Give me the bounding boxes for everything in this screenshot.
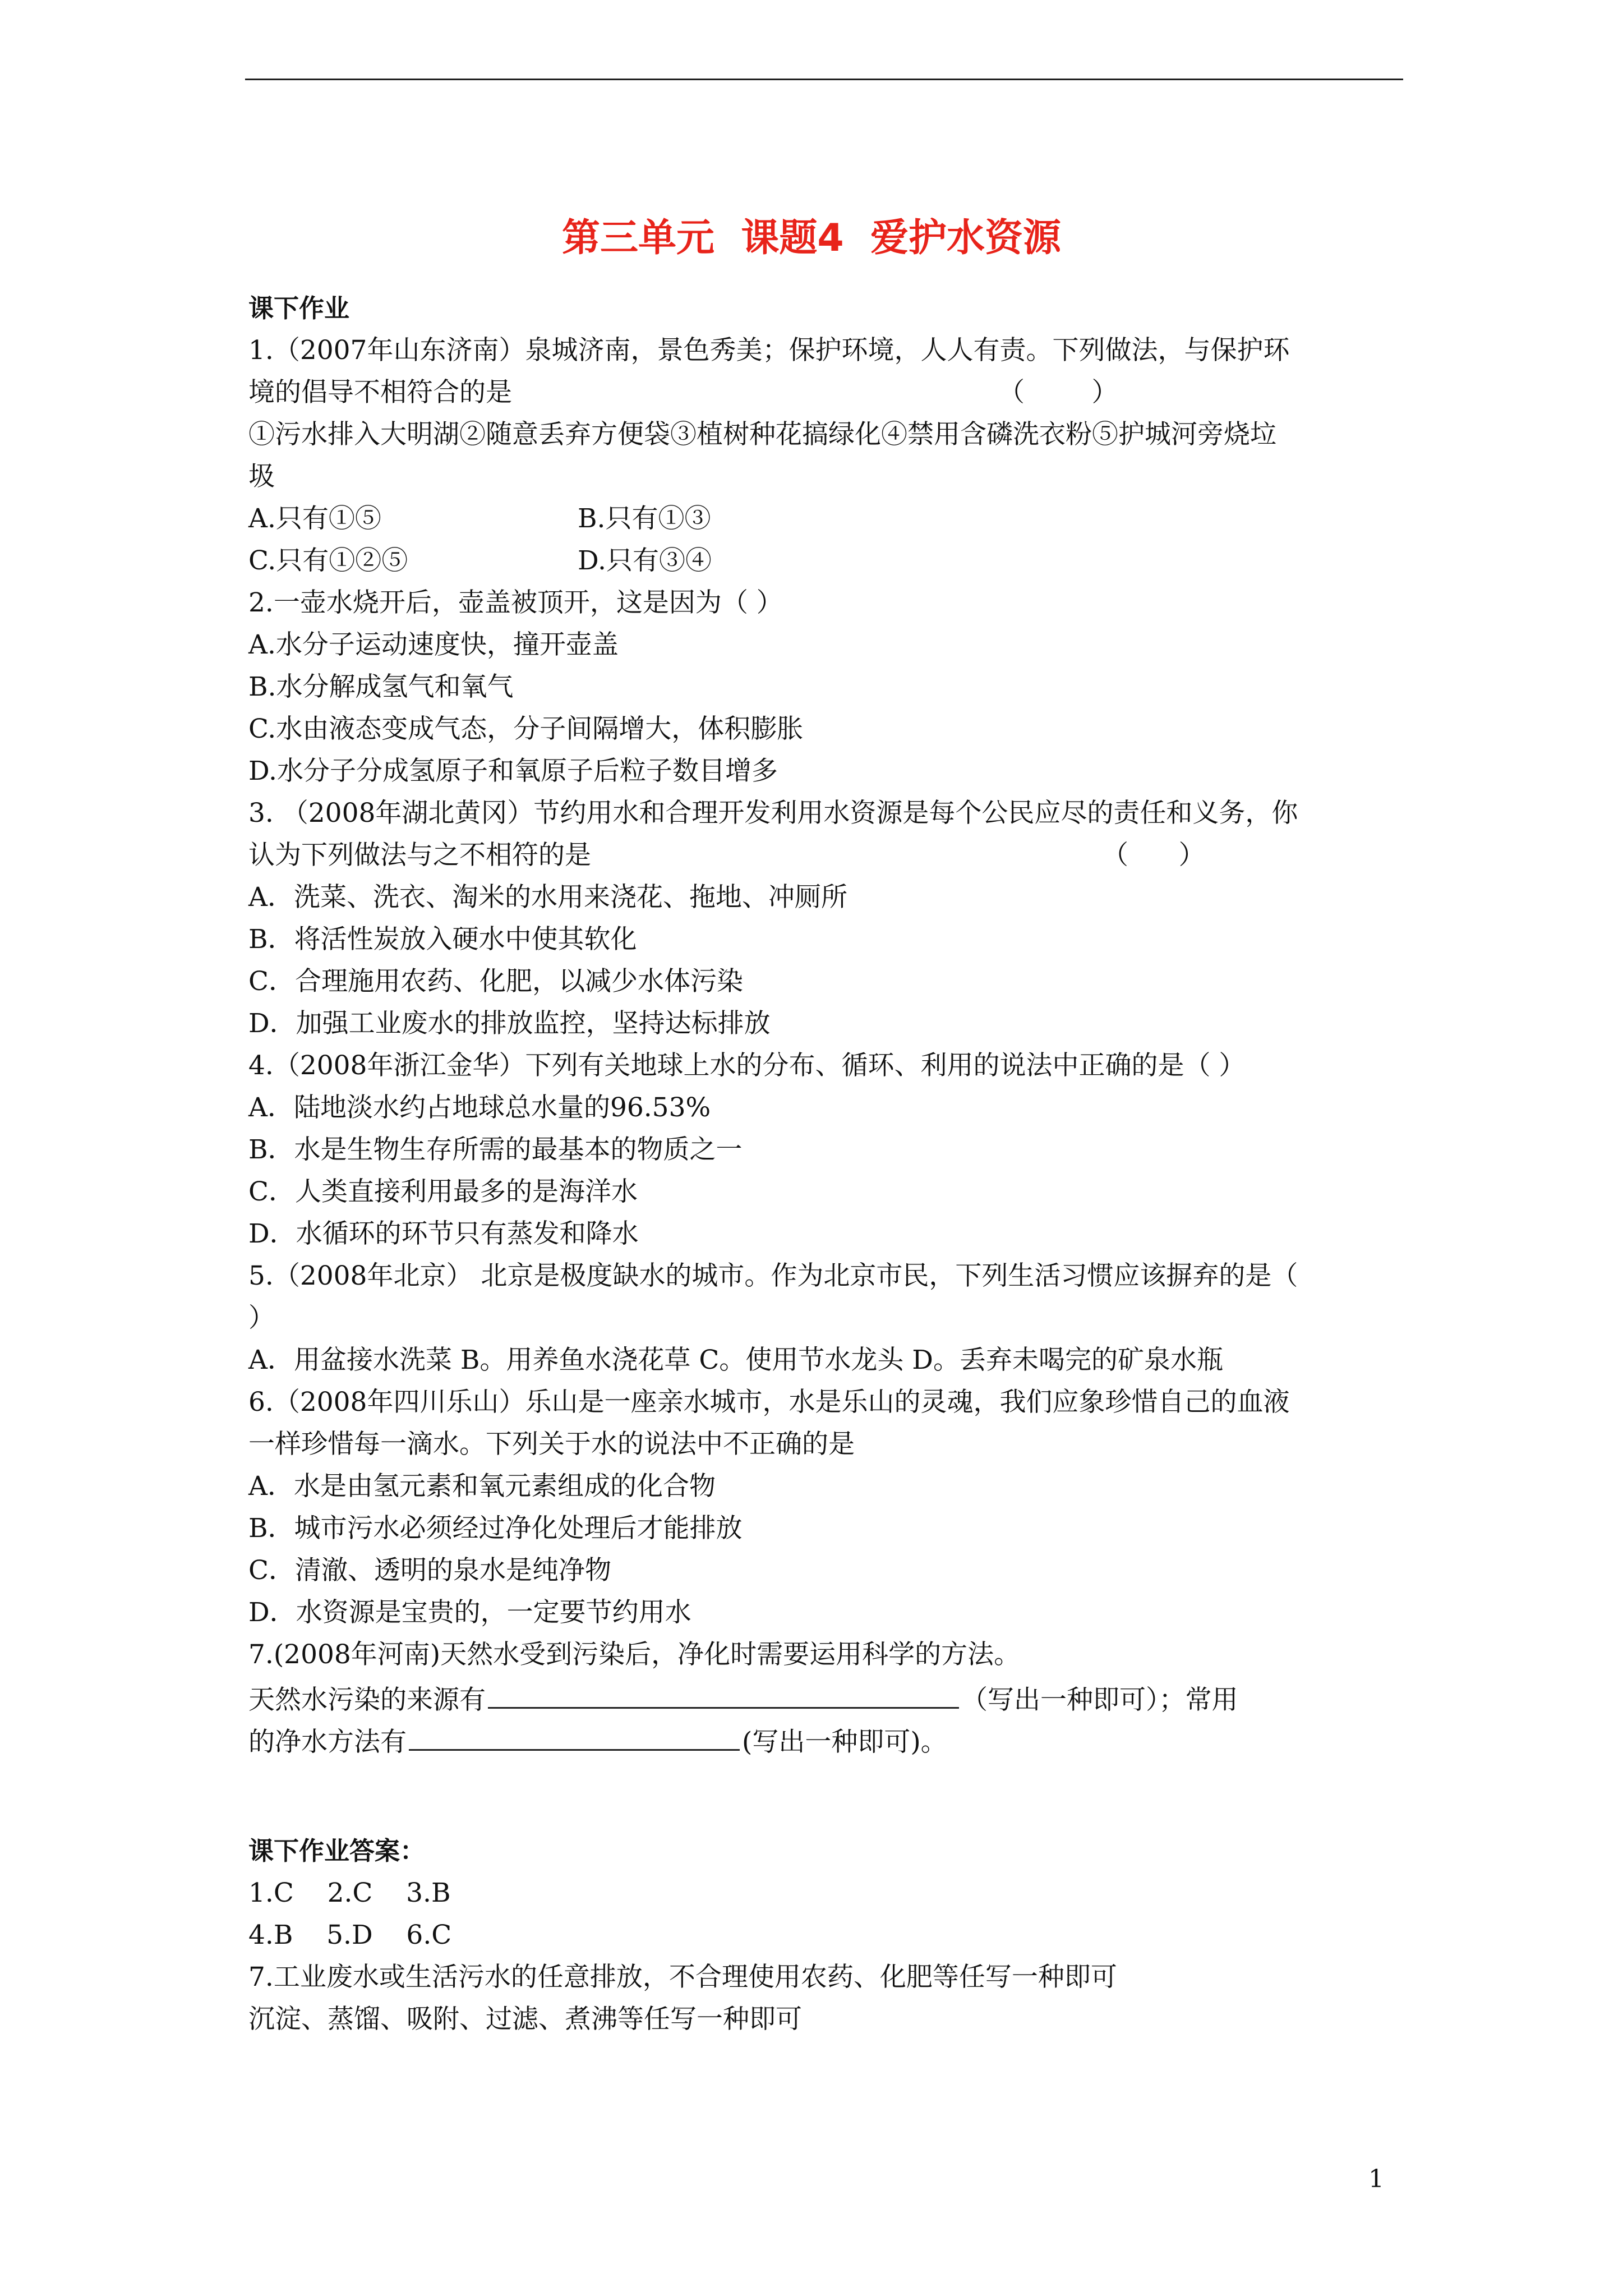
question-6-option-a: A．水是由氢元素和氧元素组成的化合物 [248, 1471, 716, 1502]
question-6-option-b: B．城市污水必须经过净化处理后才能排放 [248, 1513, 743, 1544]
question-5-options: A．用盆接水洗菜 B。用养鱼水浇花草 C。使用节水龙头 D。丢弃未喝完的矿泉水瓶 [248, 1345, 1223, 1375]
question-1-option-a: A.只有①⑤ [248, 503, 381, 534]
question-6-option-c: C．清澈、透明的泉水是纯净物 [248, 1555, 611, 1586]
question-3-answer-paren: （ ） [1102, 840, 1205, 871]
answers-line-4: 沉淀、蒸馏、吸附、过滤、煮沸等任写一种即可 [248, 2004, 802, 2035]
answers-line-3: 7.工业废水或生活污水的任意排放，不合理使用农药、化肥等任写一种即可 [248, 1962, 1117, 1993]
question-6-stem-line2: 一样珍惜每一滴水。下列关于水的说法中不正确的是 [248, 1429, 855, 1460]
question-1-option-c: C.只有①②⑤ [248, 545, 408, 576]
answer-blank-pollution-source[interactable] [488, 1680, 959, 1709]
question-2-option-b: B.水分解成氢气和氧气 [248, 671, 514, 702]
question-2-option-a: A.水分子运动速度快，撞开壶盖 [248, 629, 619, 660]
question-1-items-line2: 圾 [248, 461, 275, 492]
question-7-line3 [248, 1722, 947, 1759]
question-4-option-b: B．水是生物生存所需的最基本的物质之一 [248, 1134, 743, 1165]
question-3-option-c: C．合理施用农药、化肥，以减少水体污染 [248, 966, 743, 997]
question-7-source-hint: （写出一种即可）；常用 [961, 1685, 1238, 1715]
question-3-option-b: B．将活性炭放入硬水中使其软化 [248, 924, 637, 955]
question-1-stem-line2: 境的倡导不相符合的是 [248, 377, 512, 408]
answer-blank-purification-method[interactable] [409, 1722, 740, 1751]
question-2-option-c: C.水由液态变成气态，分子间隔增大，体积膨胀 [248, 714, 804, 744]
question-7-source-prompt: 天然水污染的来源有 [248, 1685, 486, 1715]
question-3-stem-line2: 认为下列做法与之不相符的是 [248, 840, 591, 871]
question-7-method-hint: (写出一种即可)。 [742, 1727, 947, 1757]
question-5-stem-line2: ） [248, 1303, 275, 1333]
question-1-option-b: B.只有①③ [578, 503, 711, 534]
question-1-stem-line1: 1.（2007年山东济南）泉城济南，景色秀美；保护环境，人人有责。下列做法，与保护环 [248, 335, 1290, 366]
question-6-stem-line1: 6.（2008年四川乐山）乐山是一座亲水城市，水是乐山的灵魂，我们应象珍惜自己的血液 [248, 1387, 1290, 1418]
question-1-items-line1: ①污水排入大明湖②随意丢弃方便袋③植树种花搞绿化④禁用含磷洗衣粉⑤护城河旁烧垃 [248, 419, 1276, 450]
question-3-option-d: D．加强工业废水的排放监控，坚持达标排放 [248, 1008, 771, 1039]
header-rule [245, 79, 1403, 80]
question-2-option-d: D.水分子分成氢原子和氧原子后粒子数目增多 [248, 756, 778, 786]
question-4-option-a: A．陆地淡水约占地球总水量的96.53% [248, 1092, 711, 1123]
question-7-line2 [248, 1680, 1238, 1717]
question-4-option-c: C．人类直接利用最多的是海洋水 [248, 1176, 638, 1207]
question-3-option-a: A．洗菜、洗衣、淘米的水用来浇花、拖地、冲厕所 [248, 882, 847, 913]
answers-line-1: 1.C 2.C 3.B [248, 1878, 451, 1908]
question-2-stem: 2.一壶水烧开后，壶盖被顶开，这是因为（ ） [248, 587, 783, 618]
question-5-stem-line1: 5.（2008年北京） 北京是极度缺水的城市。作为北京市民，下列生活习惯应该摒弃的是（ [248, 1260, 1298, 1291]
question-1-answer-paren: （ ） [998, 377, 1118, 408]
page-number: 1 [1368, 2165, 1384, 2193]
question-3-stem-line1: 3. （2008年湖北黄冈）节约用水和合理开发利用水资源是每个公民应尽的责任和义务，你 [248, 798, 1298, 829]
page-title: 第三单元 课题4 爱护水资源 [561, 216, 1061, 260]
answers-heading: 课下作业答案： [248, 1836, 426, 1866]
answers-line-2: 4.B 5.D 6.C [248, 1920, 452, 1950]
question-4-option-d: D．水循环的环节只有蒸发和降水 [248, 1218, 639, 1249]
question-1-option-d: D.只有③④ [578, 545, 712, 576]
question-7-stem: 7.(2008年河南)天然水受到污染后，净化时需要运用科学的方法。 [248, 1639, 1021, 1670]
section-heading: 课下作业 [248, 293, 350, 323]
question-4-stem: 4.（2008年浙江金华）下列有关地球上水的分布、循环、利用的说法中正确的是（ ） [248, 1050, 1246, 1081]
question-6-option-d: D．水资源是宝贵的，一定要节约用水 [248, 1597, 691, 1628]
question-7-method-prompt: 的净水方法有 [248, 1727, 407, 1757]
